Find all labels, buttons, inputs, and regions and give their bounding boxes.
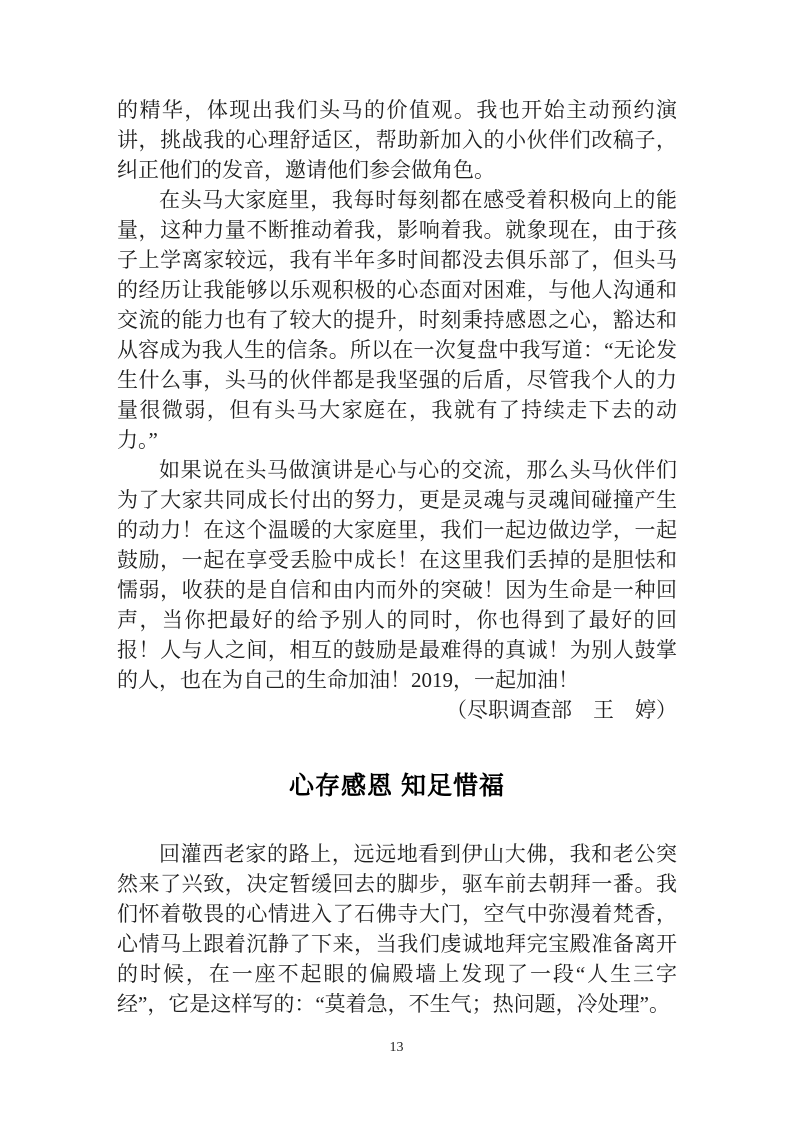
paragraph: 回灌西老家的路上，远远地看到伊山大佛，我和老公突然来了兴致，决定暂缓回去的脚步，驱车前去朝拜一番。我们怀着敬畏的心情进入了石佛寺大门，空气中弥漫着梵香，心情马上跟着沉静了下来，当我们虔诚地拜完宝殿准备离开的时候，在一座不起眼的偏殿墙上发现了一段“人生三字经”，它是这样写的：“莫着急，不生气；热问题，冷处理”。 xyxy=(117,842,677,1016)
page-number: 13 xyxy=(389,1040,404,1055)
article-title: 心存感恩 知足惜福 xyxy=(289,772,505,800)
paragraph: 在头马大家庭里，我每时每刻都在感受着积极向上的能量，这种力量不断推动着我，影响着我。就象现在，由于孩子上学离家较远，我有半年多时间都没去俱乐部了，但头马的经历让我能够以乐观积极的心态面对困难，与他人沟通和交流的能力也有了较大的提升，时刻秉持感恩之心，豁达和从容成为我人生的信条。所以在一次复盘中我写道：“无论发生什么事，头马的伙伴都是我坚强的后盾，尽管我个人的力量很微弱，但有头马大家庭在，我就有了持续走下去的动力。” xyxy=(117,188,677,452)
author-attribution: （尽职调查部 王 婷） xyxy=(446,698,677,722)
paragraph-continuation: 的精华，体现出我们头马的价值观。我也开始主动预约演讲，挑战我的心理舒适区，帮助新加入的小伙伴们改稿子，纠正他们的发音，邀请他们参会做角色。 xyxy=(117,98,677,182)
page-content xyxy=(117,95,677,1019)
paragraph: 如果说在头马做演讲是心与心的交流，那么头马伙伴们为了大家共同成长付出的努力，更是灵魂与灵魂间碰撞产生的动力！在这个温暖的大家庭里，我们一起边做边学，一起鼓励，一起在享受丢脸中成长！在这里我们丢掉的是胆怯和懦弱，收获的是自信和由内而外的突破！因为生命是一种回声，当你把最好的给予别人的同时，你也得到了最好的回报！人与人之间，相互的鼓励是最难得的真诚！为别人鼓掌的人，也在为自己的生命加油！2019，一起加油！ xyxy=(117,458,677,692)
